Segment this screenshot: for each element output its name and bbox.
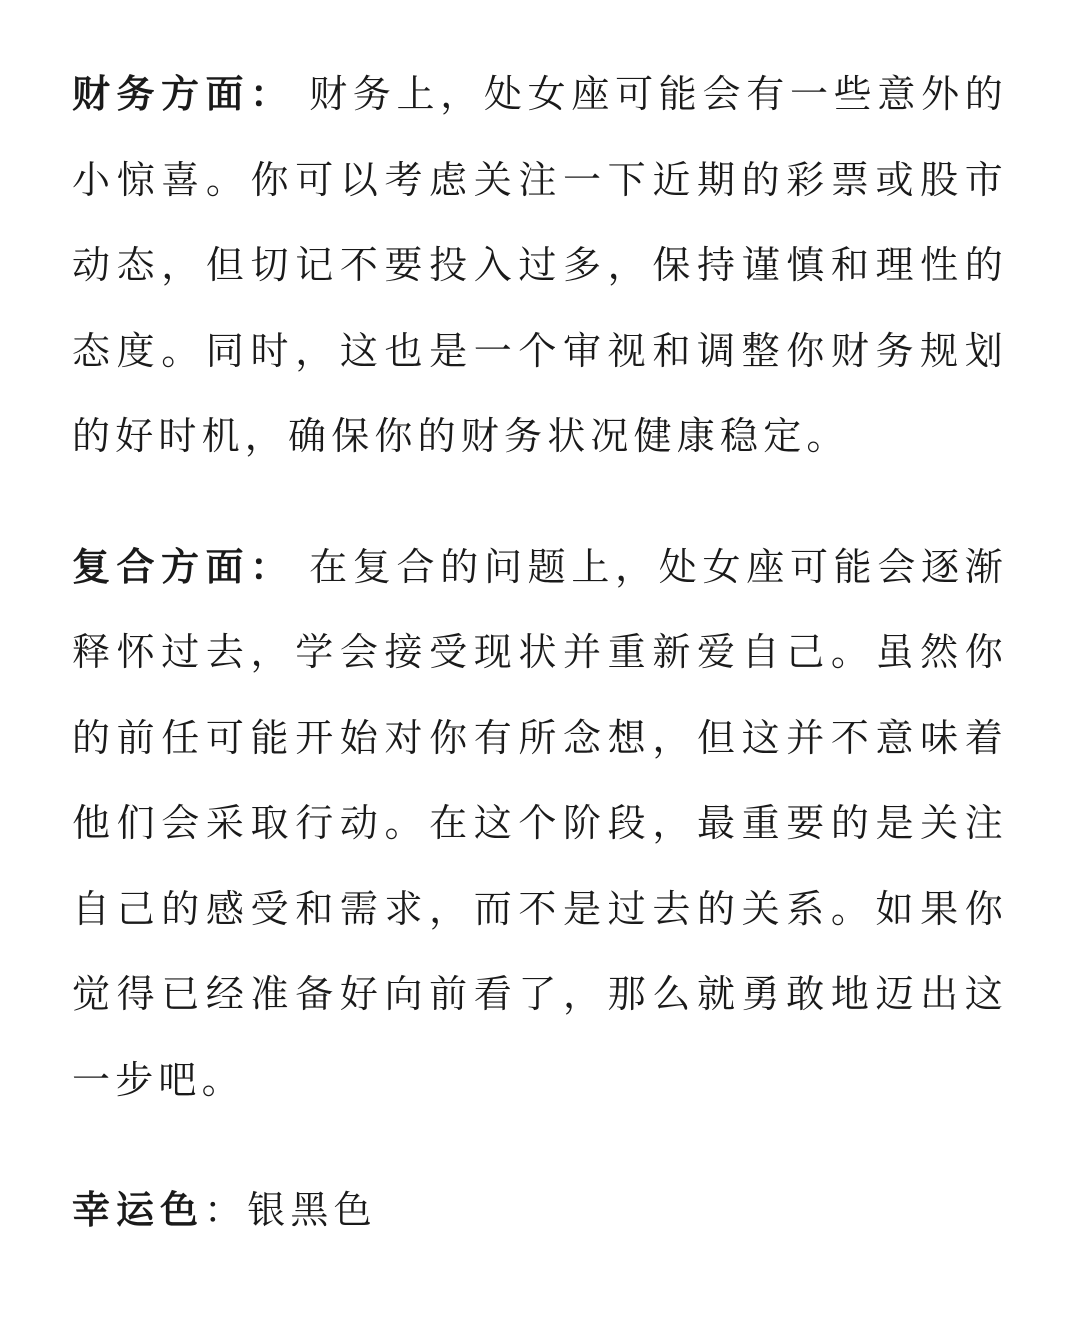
article-content	[72, 52, 1008, 1254]
finance-body: 财务上，处女座可能会有一些意外的小惊喜。你可以考虑关注一下近期的彩票或股市动态，但切记不要投入过多，保持谨慎和理性的态度。同时，这也是一个审视和调整你财务规划的好时机，确保你的财务状况健康稳定。	[72, 72, 1008, 458]
lucky-color-value: 银黑色	[247, 1188, 377, 1232]
reconcile-body: 在复合的问题上，处女座可能会逐渐释怀过去，学会接受现状并重新爱自己。虽然你的前任可能开始对你有所念想，但这并不意味着他们会采取行动。在这个阶段，最重要的是关注自己的感受和需求，而不是过去的关系。如果你觉得已经准备好向前看了，那么就勇敢地迈出这一步吧。	[72, 544, 1008, 1102]
lucky-color-section	[72, 1168, 1008, 1254]
reconcile-section	[72, 525, 1008, 1124]
finance-section	[72, 52, 1008, 480]
reconcile-heading: 复合方面：	[72, 544, 295, 589]
lucky-color-heading: 幸运色	[72, 1188, 205, 1232]
finance-heading: 财务方面：	[72, 72, 295, 116]
lucky-color-separator: ：	[204, 1188, 248, 1232]
